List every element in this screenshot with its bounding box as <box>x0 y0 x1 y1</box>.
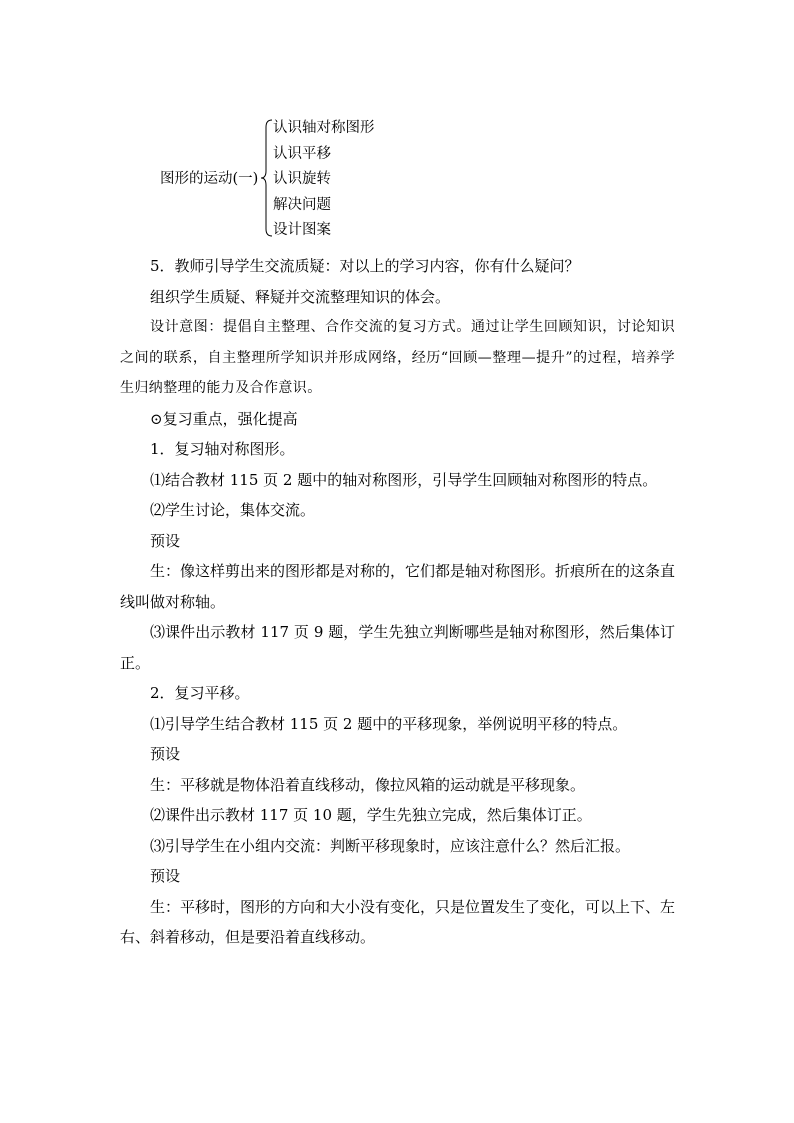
concept-item: 解决问题 <box>273 196 331 213</box>
concept-item: 认识旋转 <box>273 171 331 188</box>
section-title: 复习重点，强化提高 <box>162 409 298 428</box>
concept-item: 设计图案 <box>273 222 331 239</box>
paragraph-organize: 组织学生质疑、释疑并交流整理知识的体会。 <box>150 287 451 306</box>
body-text <box>120 251 675 953</box>
concept-map-items <box>273 116 375 244</box>
paragraph-step-5: 5．教师引导学生交流质疑：对以上的学习内容，你有什么疑问？ <box>150 257 580 275</box>
concept-map <box>160 115 420 240</box>
preset-label: 预设 <box>150 531 181 550</box>
subsection-2-item-3: ⑶引导学生在小组内交流：判断平移现象时，应该注意什么？然后汇报。 <box>150 836 631 855</box>
preset-label: 预设 <box>150 745 181 763</box>
student-answer: 生：像这样剪出来的图形都是对称的，它们都是轴对称图形。折痕所在的这条直线叫做对称轴。 <box>120 562 676 611</box>
subsection-2-item-1: ⑴引导学生结合教材 115 页 2 题中的平移现象，举例说明平移的特点。 <box>150 714 628 733</box>
circle-dot-icon: ⊙ <box>150 409 163 428</box>
concept-map-root: 图形的运动(一) <box>160 171 259 187</box>
subsection-2-title: 2．复习平移。 <box>150 684 250 702</box>
student-answer: 生：平移时，图形的方向和大小没有变化，只是位置发生了变化，可以上下、左右、斜着移动，但是要沿着直线移动。 <box>120 897 676 946</box>
curly-brace <box>260 119 274 237</box>
concept-item: 认识平移 <box>273 145 331 162</box>
subsection-1-item-1: ⑴结合教材 115 页 2 题中的轴对称图形，引导学生回顾轴对称图形的特点。 <box>150 470 658 489</box>
student-answer: 生：平移就是物体沿着直线移动，像拉风箱的运动就是平移现象。 <box>150 775 586 794</box>
concept-item: 认识轴对称图形 <box>273 120 375 136</box>
section-heading <box>120 404 675 435</box>
design-intent: 设计意图：提倡自主整理、合作交流的复习方式。通过让学生回顾知识，讨论知识之间的联系，自主整理所学知识并形成网络，经历“回顾—整理—提升”的过程，培养学生归纳整理的能力及合作意识。 <box>120 319 675 396</box>
subsection-2-item-2: ⑵课件出示教材 117 页 10 题，学生先独立完成，然后集体订正。 <box>150 806 592 824</box>
subsection-1-item-3: ⑶课件出示教材 117 页 9 题，学生先独立判断哪些是轴对称图形，然后集体订正。 <box>120 623 675 672</box>
subsection-1-item-2: ⑵学生讨论，集体交流。 <box>150 501 316 519</box>
subsection-1-title: 1．复习轴对称图形。 <box>150 440 295 458</box>
preset-label: 预设 <box>150 867 181 885</box>
